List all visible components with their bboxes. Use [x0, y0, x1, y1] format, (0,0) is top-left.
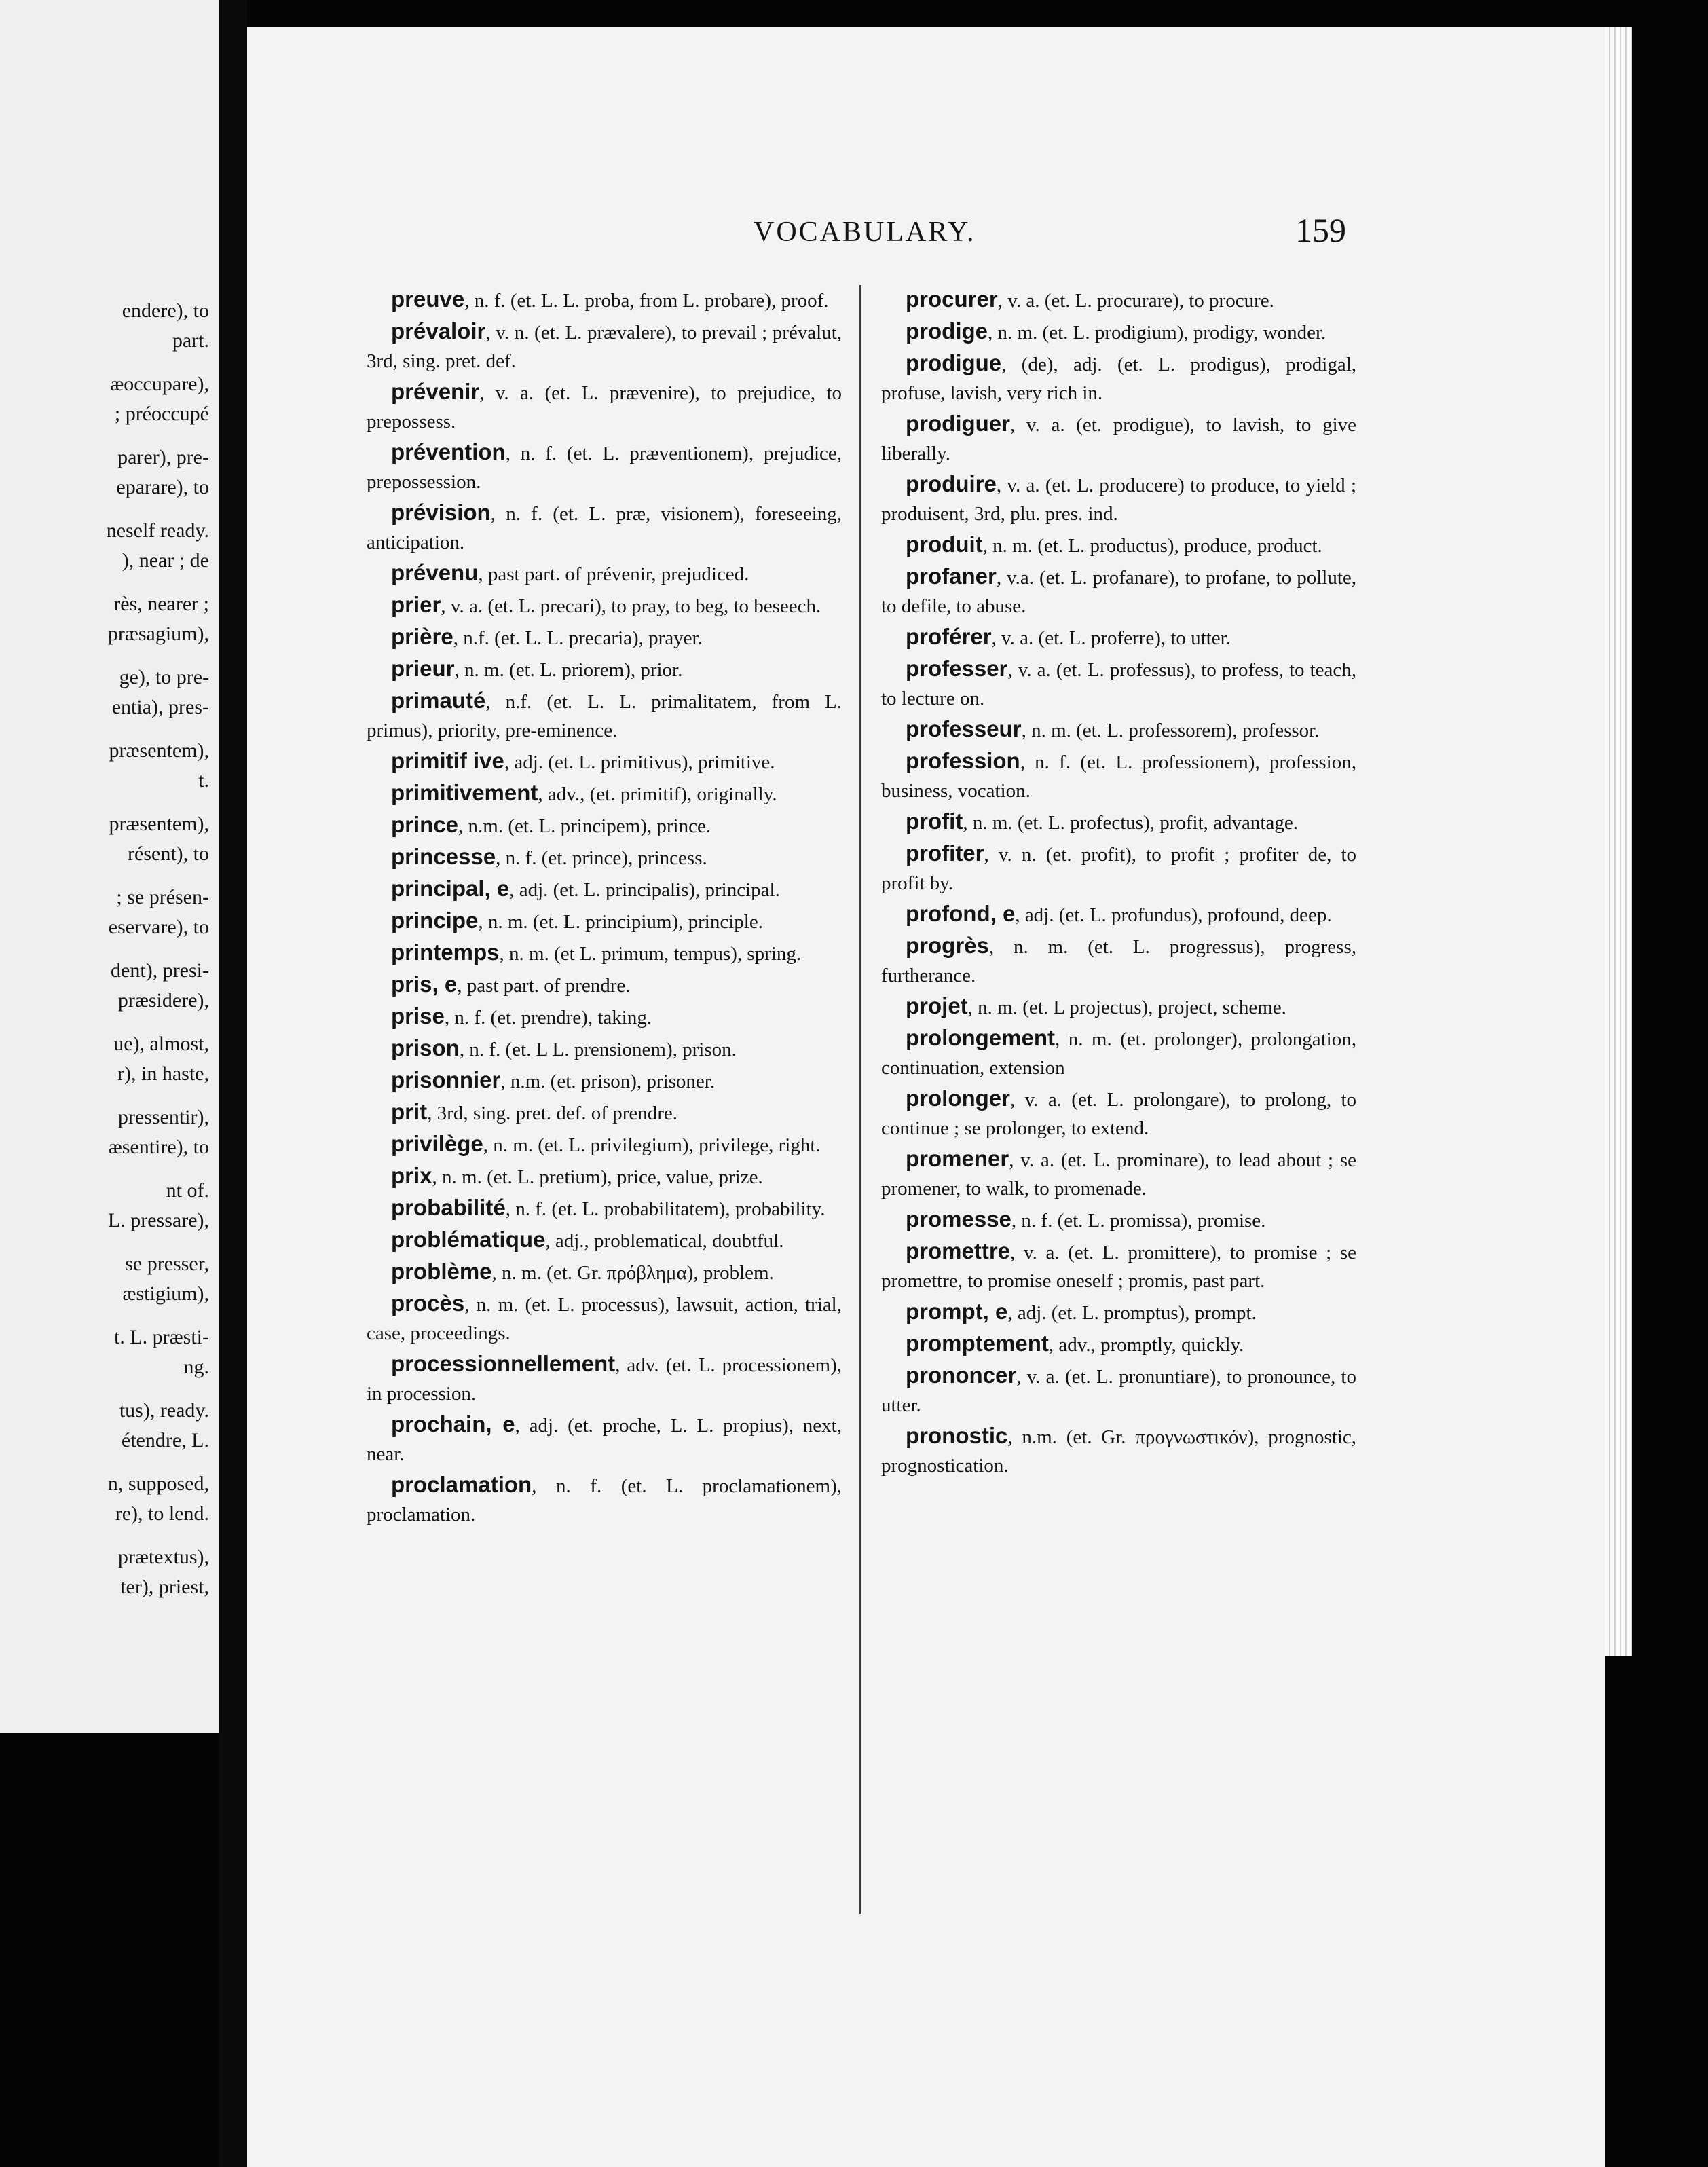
entry-definition: , adj. (et. proche, L. L. propius), next, near.	[367, 1415, 842, 1465]
entry-headword: prix	[391, 1163, 432, 1188]
entry-headword: problème	[391, 1259, 492, 1284]
left-page-line: résent), to	[128, 842, 209, 865]
entry-headword: prier	[391, 592, 441, 617]
dictionary-entry	[881, 562, 1356, 621]
dictionary-entry	[881, 1084, 1356, 1143]
running-head: VOCABULARY.	[754, 217, 976, 248]
entry-headword: profond, e	[906, 901, 1016, 926]
entry-definition: , n. f. (et. L. probabilitatem), probability.	[505, 1198, 825, 1220]
column-divider	[859, 285, 861, 1914]
dictionary-entry	[367, 498, 842, 557]
entry-definition: , n. m. (et L. primum, tempus), spring.	[499, 943, 802, 965]
entry-definition: , n. m. (et. L. productus), produce, product.	[982, 535, 1322, 557]
left-page-line: L. pressare),	[107, 1209, 209, 1231]
entry-headword: progrès	[906, 933, 989, 958]
dictionary-entry	[367, 1410, 842, 1468]
entry-headword: promettre	[906, 1238, 1011, 1263]
entry-definition: , n. m. (et. L. profectus), profit, advantage.	[963, 812, 1298, 834]
entry-headword: professer	[906, 656, 1008, 681]
entry-definition: , v. a. (et. L. pronuntiare), to pronounce, to utter.	[881, 1366, 1356, 1416]
dictionary-entry	[367, 1098, 842, 1128]
dictionary-entry	[367, 938, 842, 968]
entry-definition: , adv. (et. L. processionem), in procession.	[367, 1354, 842, 1405]
dictionary-entry	[881, 931, 1356, 990]
entry-headword: procès	[391, 1291, 465, 1316]
entry-headword: prononcer	[906, 1363, 1017, 1388]
dictionary-entry	[881, 285, 1356, 315]
left-page-line: tus), ready.	[119, 1399, 209, 1422]
dictionary-entry	[881, 992, 1356, 1022]
entry-headword: printemps	[391, 940, 500, 965]
left-page-line: nt of.	[166, 1179, 209, 1202]
dictionary-entry	[367, 591, 842, 621]
entry-headword: prévention	[391, 439, 506, 464]
dictionary-entry	[367, 842, 842, 872]
entry-definition: , n. m. (et. L. processus), lawsuit, action, trial, case, proceedings.	[367, 1294, 842, 1344]
left-page-line: rès, nearer ;	[113, 593, 209, 615]
entry-headword: profession	[906, 748, 1020, 773]
dictionary-entry	[881, 1237, 1356, 1295]
dictionary-entry	[881, 715, 1356, 745]
dictionary-entry	[367, 559, 842, 589]
left-page-line: ge), to pre-	[119, 666, 209, 688]
entry-headword: procurer	[906, 286, 998, 312]
entry-headword: prompt, e	[906, 1299, 1008, 1324]
entry-definition: , n. f. (et. L. præ, visionem), foreseeing, anticipation.	[367, 503, 842, 553]
entry-definition: , v. a. (et. L. professus), to profess, to teach, to lecture on.	[881, 659, 1356, 709]
entry-headword: prit	[391, 1099, 428, 1124]
entry-definition: , adv., promptly, quickly.	[1048, 1334, 1244, 1356]
entry-headword: prodigue	[906, 350, 1002, 375]
dictionary-entry	[367, 779, 842, 809]
entry-definition: , n. m. (et. prolonger), prolongation, continuation, extension	[881, 1029, 1356, 1079]
entry-definition: , v. n. (et. L. prævalere), to prevail ; prévalut, 3rd, sing. pret. def.	[367, 322, 842, 372]
entry-headword: prisonnier	[391, 1067, 501, 1092]
entry-definition: , v. a. (et. L. promittere), to promise ; se promettre, to promise oneself ; promis, past part.	[881, 1242, 1356, 1292]
left-page-line: ; préoccupé	[114, 403, 209, 425]
left-page-line: æoccupare),	[110, 373, 209, 395]
entry-headword: profiter	[906, 840, 984, 866]
entry-definition: , n. f. (et. L. proclamationem), proclamation.	[367, 1475, 842, 1525]
entry-headword: principal, e	[391, 876, 510, 901]
left-page-line: eparare), to	[116, 476, 209, 498]
dictionary-entry	[367, 747, 842, 777]
entry-definition: , past part. of prendre.	[457, 975, 631, 997]
left-page-line: re), to lend.	[115, 1502, 209, 1525]
dictionary-entry	[881, 1361, 1356, 1420]
left-page-text	[107, 299, 209, 1618]
entry-definition: , n.m. (et. Gr. προγνωστικόν), prognostic, prognostication.	[881, 1426, 1356, 1477]
entry-headword: prince	[391, 812, 459, 837]
left-page-line: ; se présen-	[116, 886, 209, 908]
dictionary-entry	[367, 623, 842, 652]
dictionary-entry	[881, 1145, 1356, 1203]
entry-headword: prochain, e	[391, 1411, 515, 1437]
dictionary-entry	[881, 623, 1356, 652]
page-edges	[1605, 27, 1632, 1656]
dictionary-entry	[367, 1130, 842, 1160]
entry-headword: probabilité	[391, 1195, 506, 1220]
left-page-line: ter), priest,	[120, 1576, 209, 1598]
dictionary-entry	[367, 1470, 842, 1529]
entry-definition: , n.f. (et. L. L. precaria), prayer.	[453, 627, 703, 649]
left-page-line: æstigium),	[122, 1282, 209, 1305]
left-page-line: se presser,	[125, 1253, 209, 1275]
entry-headword: processionnellement	[391, 1351, 616, 1376]
dictionary-entry	[881, 1422, 1356, 1480]
entry-definition: , n.m. (et. L. principem), prince.	[458, 815, 711, 837]
dictionary-entry	[367, 1350, 842, 1408]
left-page-line: t. L. præsti-	[114, 1326, 209, 1348]
entry-headword: profit	[906, 809, 963, 834]
left-page-line: ng.	[183, 1356, 209, 1378]
entry-definition: , v.a. (et. L. profanare), to profane, to pollute, to defile, to abuse.	[881, 567, 1356, 617]
right-column	[881, 285, 1356, 1482]
entry-headword: prévenu	[391, 560, 479, 585]
left-column	[367, 285, 842, 1531]
dictionary-entry	[367, 970, 842, 1000]
entry-definition: , n. m. (et. L. pretium), price, value, prize.	[432, 1166, 763, 1188]
entry-headword: profaner	[906, 563, 997, 589]
entry-definition: , adj. (et. L. profundus), profound, deep.	[1015, 904, 1332, 926]
entry-headword: prévaloir	[391, 318, 486, 344]
dictionary-entry	[881, 470, 1356, 528]
left-page-line: dent), presi-	[111, 959, 209, 982]
entry-definition: , adj. (et. L. principalis), principal.	[509, 879, 780, 901]
dictionary-entry	[367, 1257, 842, 1287]
entry-definition: , v. a. (et. L. prævenire), to prejudice, to prepossess.	[367, 382, 842, 432]
entry-definition: , n. f. (et. L. promissa), promise.	[1011, 1210, 1266, 1231]
entry-headword: promptement	[906, 1331, 1049, 1356]
entry-headword: produire	[906, 471, 997, 496]
entry-definition: , n. f. (et. L. præventionem), prejudice, prepossession.	[367, 443, 842, 493]
entry-definition: , v. a. (et. L. procurare), to procure.	[997, 290, 1274, 312]
entry-headword: primauté	[391, 688, 486, 713]
entry-headword: prodiguer	[906, 411, 1010, 436]
entry-headword: professeur	[906, 716, 1022, 741]
page-number: 159	[1295, 211, 1346, 249]
left-page-line: étendre, L.	[121, 1429, 209, 1451]
entry-headword: princesse	[391, 844, 496, 869]
dictionary-entry	[881, 654, 1356, 713]
entry-definition: , n. f. (et. prince), princess.	[496, 847, 707, 869]
entry-definition: , v. a. (et. L. precari), to pray, to beg, to beseech.	[441, 595, 821, 617]
left-page-line: neself ready.	[106, 519, 209, 542]
entry-headword: promesse	[906, 1206, 1011, 1231]
dictionary-entry	[881, 1205, 1356, 1235]
left-page-fragment	[0, 0, 219, 1733]
dictionary-entry	[367, 906, 842, 936]
entry-definition: , n.f. (et. L. L. primalitatem, from L. primus), priority, pre-eminence.	[367, 691, 842, 741]
entry-headword: promener	[906, 1146, 1009, 1171]
dictionary-entry	[367, 1034, 842, 1064]
dictionary-entry	[367, 874, 842, 904]
entry-definition: , adj. (et. L. promptus), prompt.	[1007, 1302, 1257, 1324]
left-page-line: r), in haste,	[117, 1062, 209, 1085]
left-page-line: endere), to	[122, 299, 209, 322]
dictionary-entry	[881, 807, 1356, 837]
entry-definition: , v. n. (et. profit), to profit ; profiter de, to profit by.	[881, 844, 1356, 894]
entry-definition: , v. a. (et. L. prominare), to lead about ; se promener, to walk, to promenade.	[881, 1149, 1356, 1200]
entry-headword: principe	[391, 908, 479, 933]
left-page-line: eservare), to	[108, 916, 209, 938]
left-page-line: præsidere),	[117, 989, 209, 1012]
left-page-line: æsentire), to	[108, 1136, 209, 1158]
left-page-line: præsagium),	[107, 623, 209, 645]
entry-definition: , adj. (et. L. primitivus), primitive.	[504, 752, 775, 773]
entry-headword: prieur	[391, 656, 455, 681]
entry-definition: , (de), adj. (et. L. prodigus), prodigal, profuse, lavish, very rich in.	[881, 354, 1356, 404]
entry-definition: , n. f. (et. L L. prensionem), prison.	[459, 1039, 737, 1060]
entry-definition: , v. a. (et. L. proferre), to utter.	[991, 627, 1231, 649]
entry-headword: primitif ive	[391, 748, 504, 773]
entry-headword: privilège	[391, 1131, 483, 1156]
entry-headword: prodige	[906, 318, 988, 344]
entry-headword: prise	[391, 1003, 445, 1029]
entry-definition: , n. f. (et. prendre), taking.	[444, 1007, 652, 1029]
entry-headword: prolongement	[906, 1025, 1055, 1050]
dictionary-entry	[881, 530, 1356, 560]
entry-definition: , 3rd, sing. pret. def. of prendre.	[427, 1103, 678, 1124]
entry-definition: , n. m. (et. L. principium), principle.	[478, 911, 763, 933]
entry-definition: , n. f. (et. L. L. proba, from L. probare), proof.	[464, 290, 829, 312]
dictionary-entry	[367, 1002, 842, 1032]
dictionary-entry	[367, 1066, 842, 1096]
entry-headword: proclamation	[391, 1472, 532, 1497]
entry-headword: proférer	[906, 624, 992, 649]
left-page-line: pressentir),	[117, 1106, 209, 1128]
dictionary-entry	[367, 317, 842, 375]
entry-definition: , n. m. (et. L. privilegium), privilege, right.	[483, 1134, 821, 1156]
entry-headword: prolonger	[906, 1086, 1010, 1111]
entry-definition: , n. m. (et. L projectus), project, scheme.	[967, 997, 1286, 1018]
dictionary-entry	[881, 900, 1356, 929]
left-page-line: ue), almost,	[113, 1033, 209, 1055]
dictionary-entry	[367, 1193, 842, 1223]
entry-headword: primitivement	[391, 780, 538, 805]
entry-headword: prière	[391, 624, 453, 649]
dictionary-entry	[367, 285, 842, 315]
dictionary-entry	[881, 1329, 1356, 1359]
dictionary-entry	[367, 1289, 842, 1348]
dictionary-entry	[367, 654, 842, 684]
left-page-line: ), near ; de	[122, 549, 209, 572]
left-page-line: prætextus),	[117, 1546, 209, 1568]
dictionary-entry	[881, 409, 1356, 468]
dictionary-entry	[367, 438, 842, 496]
entry-definition: , n. m. (et. L. progressus), progress, furtherance.	[881, 936, 1356, 986]
dictionary-entry	[881, 839, 1356, 897]
left-page-line: n, supposed,	[107, 1473, 209, 1495]
entry-definition: , n.m. (et. prison), prisoner.	[500, 1071, 716, 1092]
dictionary-entry	[881, 349, 1356, 407]
entry-definition: , adj., problematical, doubtful.	[545, 1230, 784, 1252]
entry-definition: , n. m. (et. L. prodigium), prodigy, wonder.	[988, 322, 1326, 344]
book-spine	[219, 0, 247, 2167]
entry-headword: projet	[906, 993, 968, 1018]
entry-headword: prison	[391, 1035, 460, 1060]
entry-headword: pris, e	[391, 971, 458, 997]
entry-definition: , adv., (et. primitif), originally.	[538, 783, 777, 805]
dictionary-entry	[881, 1297, 1356, 1327]
dictionary-entry	[367, 1162, 842, 1191]
entry-headword: prévenir	[391, 379, 480, 404]
left-page-line: parer), pre-	[117, 446, 209, 468]
dictionary-entry	[881, 317, 1356, 347]
entry-definition: , v. a. (et. L. prolongare), to prolong, to continue ; se prolonger, to extend.	[881, 1089, 1356, 1139]
left-page-line: t.	[198, 769, 209, 792]
entry-definition: , n. f. (et. L. professionem), profession, business, vocation.	[881, 752, 1356, 802]
dictionary-entry	[881, 1024, 1356, 1082]
entry-definition: , n. m. (et. L. professorem), professor.	[1021, 720, 1320, 741]
entry-definition: , v. a. (et. prodigue), to lavish, to give liberally.	[881, 414, 1356, 464]
left-page-line: part.	[172, 329, 209, 352]
dictionary-entry	[367, 1225, 842, 1255]
entry-headword: pronostic	[906, 1423, 1008, 1448]
left-page-line: præsentem),	[109, 813, 209, 835]
entry-headword: problématique	[391, 1227, 546, 1252]
entry-headword: preuve	[391, 286, 465, 312]
left-page-line: entia), pres-	[111, 696, 209, 718]
entry-headword: prévision	[391, 500, 491, 525]
dictionary-entry	[881, 747, 1356, 805]
dictionary-entry	[367, 686, 842, 745]
dictionary-entry	[367, 377, 842, 436]
left-page-line: præsentem),	[109, 739, 209, 762]
entry-definition: , v. a. (et. L. producere) to produce, to yield ; produisent, 3rd, plu. pres. ind.	[881, 475, 1356, 525]
dictionary-entry	[367, 811, 842, 840]
entry-headword: produit	[906, 532, 983, 557]
entry-definition: , n. m. (et. Gr. πρόβλημα), problem.	[491, 1262, 774, 1284]
entry-definition: , past part. of prévenir, prejudiced.	[478, 563, 749, 585]
entry-definition: , n. m. (et. L. priorem), prior.	[454, 659, 683, 681]
